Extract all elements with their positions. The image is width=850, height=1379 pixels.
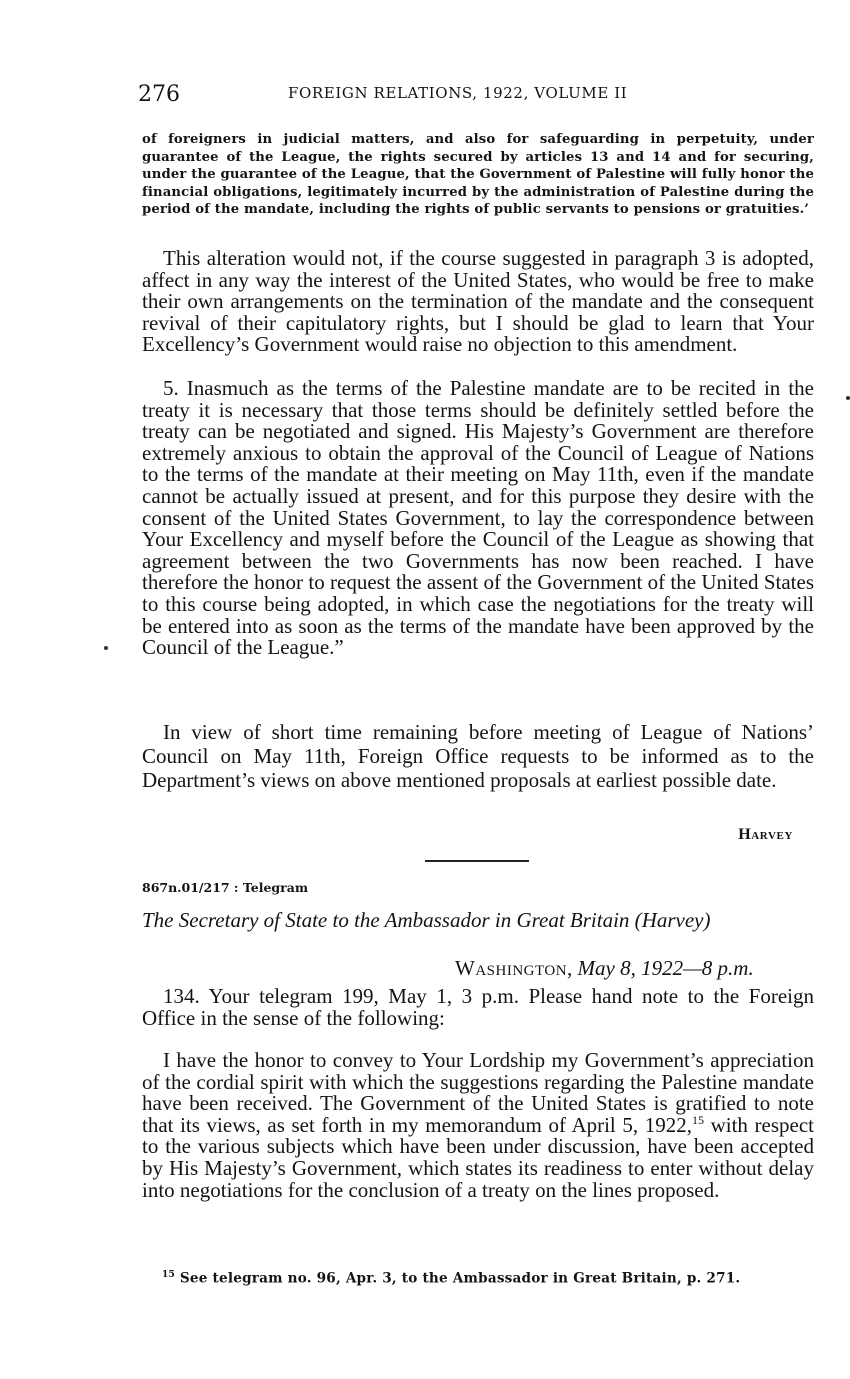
footnote-marker: 15	[691, 1112, 704, 1127]
page-header	[138, 80, 818, 116]
margin-dot	[846, 396, 850, 400]
paragraph-alteration: This alteration would not, if the course suggested in paragraph 3 is adopted, affect in any way the interest of the United States, who would be free to make their own arrangements on the termination of the mandate and the consequent revival of their capitulatory rights, but I should be glad to learn that Your Excellency’s Government would raise no objection to this amendment.	[142, 246, 814, 357]
paragraph-honor-start: I have the honor to convey to Your Lordship my Government’s appreciation of the cordial spirit with which the suggestions regarding the Palestine mandate have been received. The Government of the United States is gratified to note that its views, as set forth in my memorandum of April 5, 1922,	[142, 1048, 814, 1137]
dateline-datetime: May 8, 1922—8 p.m.	[577, 956, 754, 980]
dateline	[455, 956, 754, 981]
dateline-place: Washington,	[455, 956, 573, 980]
section-divider	[425, 860, 529, 862]
running-title: FOREIGN RELATIONS, 1922, VOLUME II	[288, 84, 628, 102]
caption-close: )	[703, 908, 711, 932]
quoted-fragment: of foreigners in judicial matters, and also for safeguarding in perpetuity, under guarantee of the League, the rights secured by articles 13 and 14 and for securing, under the guarantee of the League, that the Government of Palestine will fully honor the financial obligations, legitimately incurred by the administration of Palestine during the period of the mandate, including the rights of public servants to pensions or gratuities.’	[142, 132, 814, 218]
paragraph-honor	[142, 1050, 814, 1201]
margin-dot	[104, 646, 108, 650]
caption-text: The Secretary of State to the Ambassador in Great Britain (	[142, 908, 642, 932]
signature	[738, 826, 793, 844]
footnote	[162, 1270, 740, 1287]
file-reference: 867n.01/217 : Telegram	[142, 880, 309, 895]
paragraph-honor-end: with respect to the various subjects which have been under discussion, have been accepted by His Majesty’s Government, which states its readiness to enter without delay into negotiations for the conclusion of a treaty on the lines proposed.	[142, 1112, 814, 1202]
caption-name: Harvey	[641, 908, 704, 932]
page-number: 276	[138, 82, 180, 107]
paragraph-134: 134. Your telegram 199, May 1, 3 p.m. Please hand note to the Foreign Office in the sense of the following:	[142, 984, 814, 1030]
document-caption	[142, 908, 814, 933]
signature-name: Harvey	[738, 826, 793, 843]
paragraph-point-5: 5. Inasmuch as the terms of the Palestine mandate are to be recited in the treaty it is necessary that those terms should be definitely settled before the treaty can be negotiated and signed. His Majesty’s Government are therefore extremely anxious to obtain the approval of the Council of League of Nations to the terms of the mandate at their meeting on May 11th, even if the mandate cannot be actually issued at present, and for this purpose they desire with the consent of the United States Government, to lay the correspondence between Your Excellency and myself before the Council of the League as showing that agreement between the two Governments has now been reached. I have therefore the honor to request the assent of the Government of the United States to this course being adopted, in which case the negotiations for the treaty will be entered into as soon as the terms of the mandate have been approved by the Council of the League.”	[142, 376, 814, 660]
footnote-number: 15	[162, 1270, 175, 1280]
footnote-text: See telegram no. 96, Apr. 3, to the Ambassador in Great Britain, p. 271.	[179, 1270, 741, 1287]
paragraph-view: In view of short time remaining before meeting of League of Nations’ Council on May 11th, Foreign Office requests to be informed as to the Department’s views on above mentioned proposals at earliest possible date.	[142, 720, 814, 792]
